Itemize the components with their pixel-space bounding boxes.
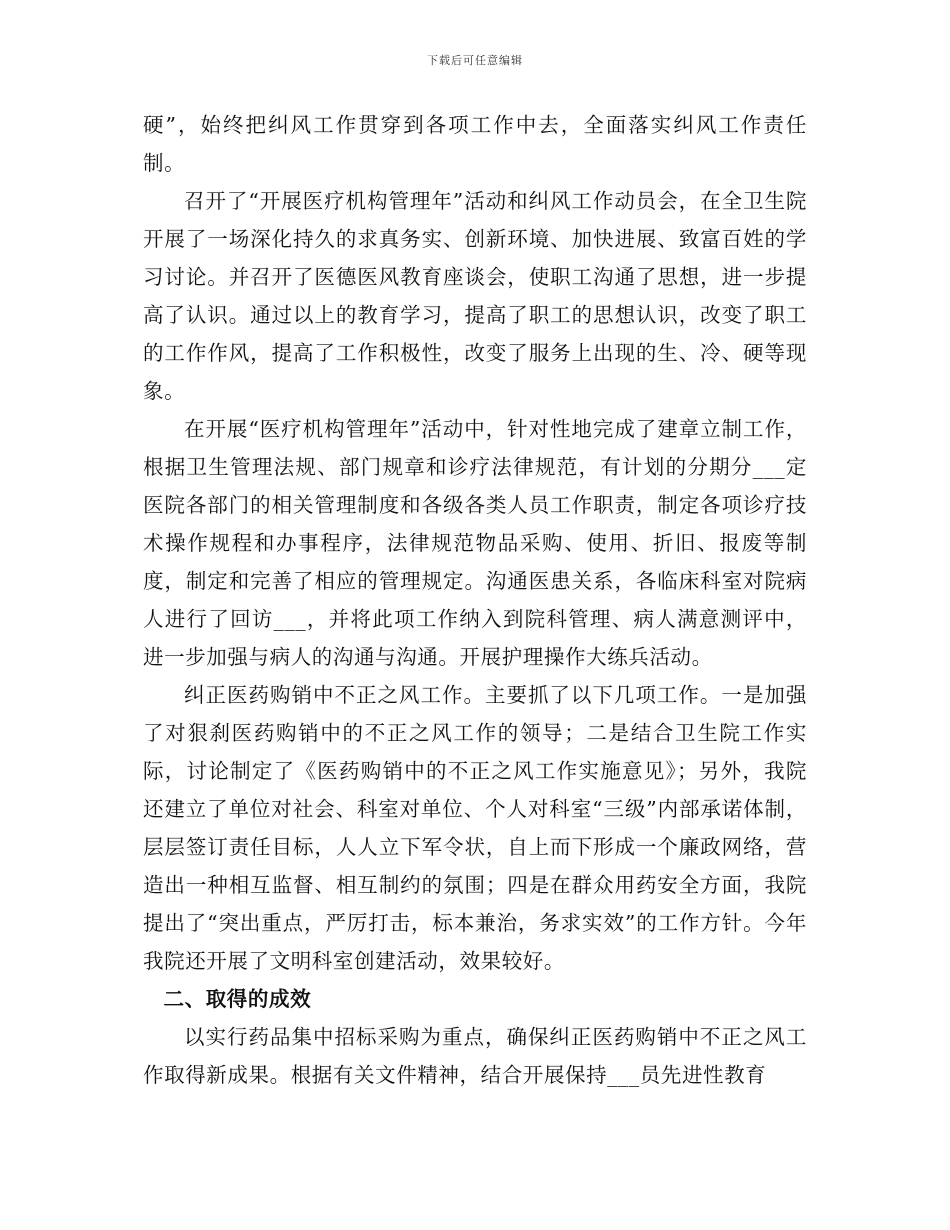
section-heading: 二、取得的成效	[163, 987, 312, 1011]
paragraph-drug-procurement: 纠正医药购销中不正之风工作。主要抓了以下几项工作。一是加强了对狠刹医药购销中的不正之风工作的领导；二是结合卫生院工作实际，讨论制定了《医药购销中的不正之风工作实施意见》；另外，我院还建立了单位对社会、科室对单位、个人对科室“三级”内部承诺体制，层层签订责任目标，人人立下军令状，自上而下形成一个廉政网络，营造出一种相互监督、相互制约的氛围；四是在群众用药安全方面，我院提出了“突出重点，严厉打击，标本兼治，务求实效”的工作方针。今年我院还开展了文明科室创建活动，效果较好。	[143, 683, 807, 973]
paragraph-mobilization-meeting: 召开了“开展医疗机构管理年”活动和纠风工作动员会，在全卫生院开展了一场深化持久的求真务实、创新环境、加快进展、致富百姓的学习讨论。并召开了医德医风教育座谈会，使职工沟通了思想，进一步提高了认识。通过以上的教育学习，提高了职工的思想认识，改变了职工的工作作风，提高了工作积极性，改变了服务上出现的生、冷、硬等现象。	[143, 189, 807, 403]
document-body	[143, 106, 807, 1094]
paragraph-continuation: 硬”，始终把纠风工作贯穿到各项工作中去，全面落实纠风工作责任制。	[143, 113, 807, 175]
paragraph-management-year: 在开展“医疗机构管理年”活动中，针对性地完成了建章立制工作，根据卫生管理法规、部门规章和诊疗法律规范，有计划的分期分___定医院各部门的相关管理制度和各级各类人员工作职责，制定各项诊疗技术操作规程和办事程序，法律规范物品采购、使用、折旧、报废等制度，制定和完善了相应的管理规定。沟通医患关系，各临床科室对院病人进行了回访___，并将此项工作纳入到院科管理、病人满意测评中，进一步加强与病人的沟通与沟通。开展护理操作大练兵活动。	[143, 417, 807, 669]
page-header: 下载后可任意编辑	[427, 54, 523, 67]
paragraph-achievements: 以实行药品集中招标采购为重点，确保纠正医药购销中不正之风工作取得新成果。根据有关文件精神，结合开展保持___员先进性教育	[143, 1025, 807, 1087]
